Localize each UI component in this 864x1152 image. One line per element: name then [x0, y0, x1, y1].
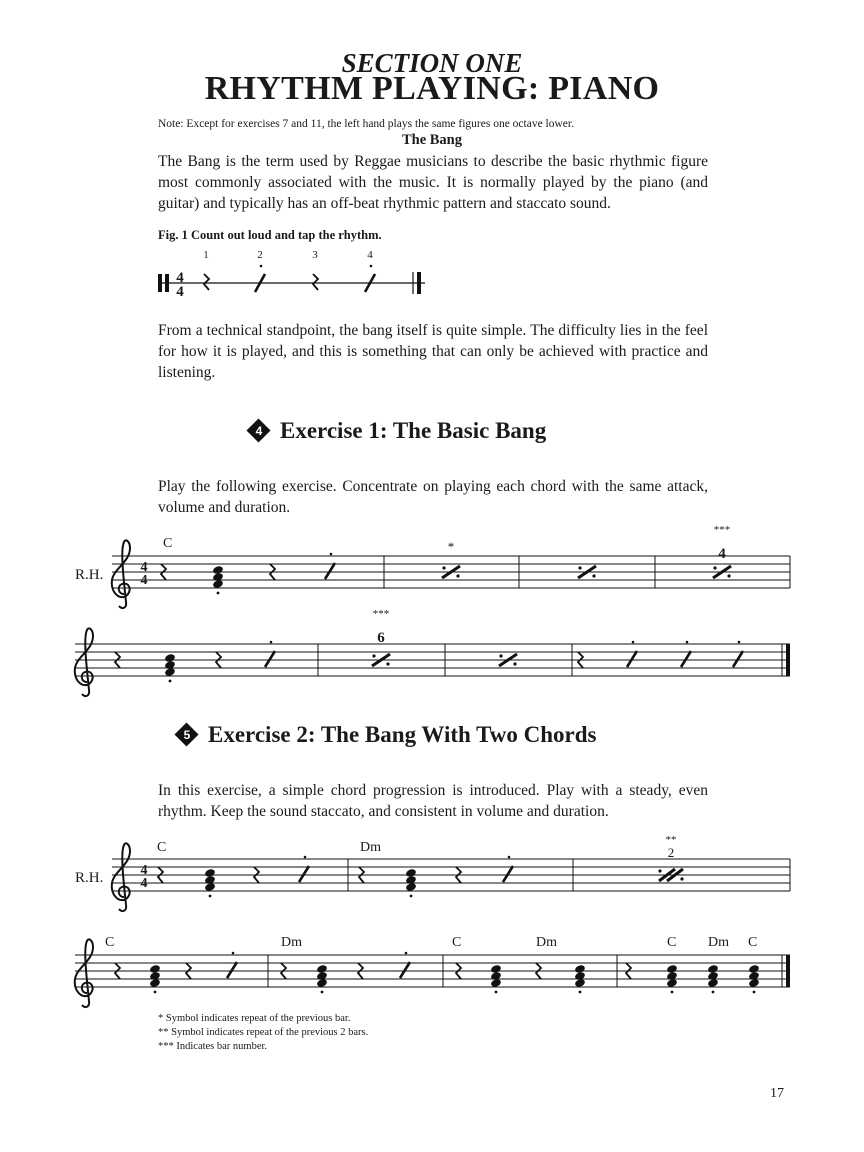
chord-label: Dm — [536, 935, 557, 950]
technical-paragraph: From a technical standpoint, the bang itself is quite simple. The difficulty lies in the feel for how it is played, and this is something that can only be achieved with practice and listening. — [158, 322, 708, 381]
slash-note-icon — [227, 952, 237, 978]
treble-clef-icon — [112, 843, 130, 911]
exercise1-paragraph: Play the following exercise. Concentrate on playing each chord with the same attack, volume and duration. — [158, 478, 708, 516]
chord-label: Dm — [281, 935, 302, 950]
exercise2-paragraph: In this exercise, a simple chord progression is introduced. Play with a steady, even rhythm. Keep the sound staccato, and consistent in volume and duration. — [158, 782, 708, 820]
final-barline — [786, 644, 790, 676]
footnote-1: * Symbol indicates repeat of the previous bar. — [158, 1013, 351, 1024]
treble-clef-icon — [75, 939, 93, 1007]
footnote-3: *** Indicates bar number. — [158, 1041, 268, 1052]
time-sig-bottom: 4 — [176, 284, 184, 300]
chord-label-c: C — [163, 536, 173, 551]
exercise1-heading — [248, 418, 546, 444]
exercise1-title: Exercise 1: The Basic Bang — [280, 418, 547, 443]
slash-note-icon — [733, 641, 743, 667]
count-3: 3 — [312, 249, 318, 261]
exercise1-hand-label: R.H. — [75, 567, 104, 583]
page-title: RHYTHM PLAYING: PIANO — [204, 70, 660, 107]
exercise2-heading — [176, 722, 597, 748]
svg-text:4: 4 — [140, 876, 148, 891]
svg-text:4: 4 — [140, 573, 148, 588]
page-number: 17 — [770, 1086, 784, 1101]
chord-label: Dm — [708, 935, 729, 950]
exercise2-music — [0, 825, 864, 1015]
page-note: Note: Except for exercises 7 and 11, the left hand plays the same figures one octave lower. — [158, 118, 574, 130]
chord-label: Dm — [360, 840, 381, 855]
fig1-caption: Fig. 1 Count out loud and tap the rhythm. — [158, 228, 382, 242]
fig1-rhythm-staff — [150, 244, 440, 304]
bar-number-6: 6 — [377, 630, 385, 646]
chord-label: C — [748, 935, 758, 950]
slash-note-icon — [503, 856, 513, 882]
footnote-2: ** Symbol indicates repeat of the previous 2 bars. — [158, 1027, 369, 1038]
slash-note-icon — [627, 641, 637, 667]
chord-label: C — [452, 935, 462, 950]
svg-text:4: 4 — [140, 560, 148, 575]
slash-note-icon — [681, 641, 691, 667]
chord-label: C — [667, 935, 677, 950]
section-kicker: SECTION ONE — [341, 48, 523, 78]
count-2: 2 — [257, 249, 263, 261]
final-barline — [417, 272, 421, 294]
exercise2-hand-label: R.H. — [75, 870, 104, 886]
track-badge-icon: 5 — [176, 724, 198, 746]
slash-note-icon — [325, 553, 335, 579]
slash-note-icon — [265, 641, 275, 667]
treble-clef-icon — [75, 628, 93, 696]
double-repeat-count: 2 — [667, 845, 675, 860]
track-badge-icon: 4 — [248, 420, 270, 442]
intro-paragraph: The Bang is the term used by Reggae musicians to describe the basic rhythmic figure most commonly associated with the music. It is normally played by the piano (and guitar) and typically has an off-beat rhythmic pattern and staccato sound. — [158, 153, 708, 212]
slash-note-icon — [299, 856, 309, 882]
quarter-rest-icon — [313, 274, 318, 290]
bar-marker: *** — [713, 524, 731, 536]
bar-marker: *** — [372, 608, 390, 620]
exercise2-title: Exercise 2: The Bang With Two Chords — [208, 722, 597, 747]
repeat-marker: * — [447, 539, 455, 554]
quarter-rest-icon — [204, 274, 209, 290]
bar-number-4: 4 — [718, 546, 726, 562]
percussion-clef-icon — [158, 274, 162, 292]
double-repeat-marker: ** — [665, 834, 677, 846]
chord-label: C — [157, 840, 167, 855]
chord-label: C — [105, 935, 115, 950]
final-barline — [786, 955, 790, 987]
exercise1-music — [0, 520, 864, 700]
svg-text:4: 4 — [140, 863, 148, 878]
count-4: 4 — [367, 249, 373, 261]
treble-clef-icon — [112, 540, 130, 608]
subheading-the-bang: The Bang — [401, 132, 463, 148]
slash-note-icon — [400, 952, 410, 978]
count-1: 1 — [203, 249, 209, 261]
time-sig-top: 4 — [176, 270, 184, 286]
